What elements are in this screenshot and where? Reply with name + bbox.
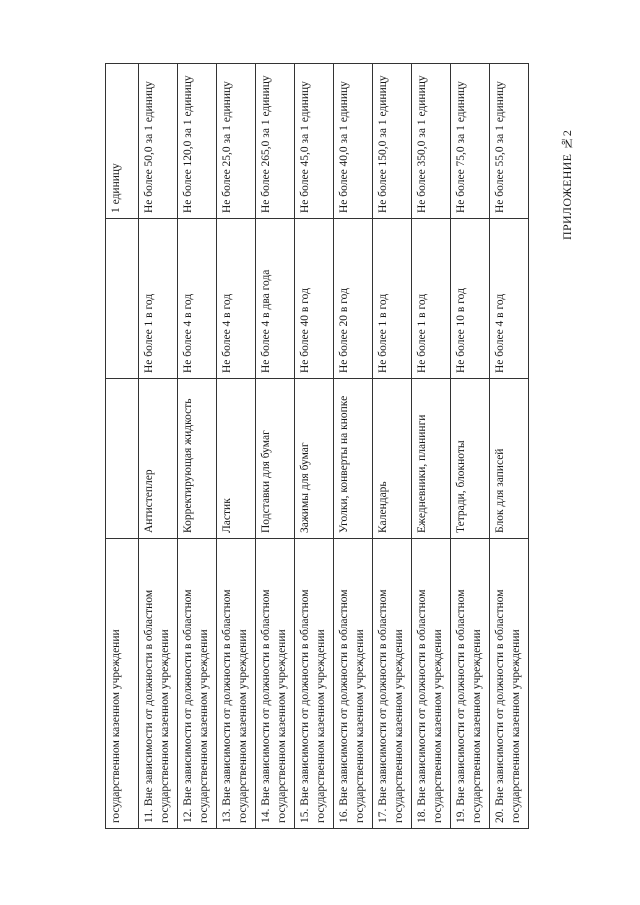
cell-price: Не более 150,0 за 1 единицу: [373, 64, 412, 219]
cell-position: 11. Вне зависимости от должности в областном государственном казенном учреждении: [139, 539, 178, 829]
cell-item: Тетради, блокноты: [451, 379, 490, 539]
cell-price: Не более 350,0 за 1 единицу: [412, 64, 451, 219]
table-row: [412, 64, 451, 829]
cell-position: 13. Вне зависимости от должности в областном государственном казенном учреждении: [217, 539, 256, 829]
cell-item: Подставки для бумаг: [256, 379, 295, 539]
cell-item: Уголки, конверты на кнопке: [334, 379, 373, 539]
cell-price: Не более 55,0 за 1 единицу: [490, 64, 529, 219]
cell-quantity: Не более 1 в год: [412, 219, 451, 379]
cell-item: [106, 379, 139, 539]
cell-position: 16. Вне зависимости от должности в областном государственном казенном учреждении: [334, 539, 373, 829]
table-row: [217, 64, 256, 829]
cell-quantity: Не более 4 в год: [490, 219, 529, 379]
cell-item: Ластик: [217, 379, 256, 539]
table-row: [178, 64, 217, 829]
cell-position: 12. Вне зависимости от должности в областном государственном казенном учреждении: [178, 539, 217, 829]
cell-price: Не более 50,0 за 1 единицу: [139, 64, 178, 219]
cell-quantity: Не более 1 в год: [139, 219, 178, 379]
table-row: [256, 64, 295, 829]
cell-price: Не более 25,0 за 1 единицу: [217, 64, 256, 219]
cell-position: 17. Вне зависимости от должности в областном государственном казенном учреждении: [373, 539, 412, 829]
cell-price: Не более 45,0 за 1 единицу: [295, 64, 334, 219]
table-row: [451, 64, 490, 829]
table-row: [334, 64, 373, 829]
cell-position: 15. Вне зависимости от должности в областном государственном казенном учреждении: [295, 539, 334, 829]
table-row: [139, 64, 178, 829]
cell-price: Не более 265,0 за 1 единицу: [256, 64, 295, 219]
cell-price: 1 единицу: [106, 64, 139, 219]
norms-table: [105, 63, 529, 829]
cell-price: Не более 75,0 за 1 единицу: [451, 64, 490, 219]
cell-item: Ежедневники, планинги: [412, 379, 451, 539]
cell-quantity: [106, 219, 139, 379]
table-body: [106, 64, 529, 829]
cell-item: Корректирующая жидкость: [178, 379, 217, 539]
table-row: [490, 64, 529, 829]
cell-item: Блок для записей: [490, 379, 529, 539]
cell-item: Антистеплер: [139, 379, 178, 539]
cell-item: Календарь: [373, 379, 412, 539]
cell-quantity: Не более 10 в год: [451, 219, 490, 379]
cell-quantity: Не более 40 в год: [295, 219, 334, 379]
table-rotator: [105, 64, 540, 829]
cell-quantity: Не более 4 в год: [217, 219, 256, 379]
appendix-title: ПРИЛОЖЕНИЕ №2: [560, 129, 574, 240]
table-row: [373, 64, 412, 829]
cell-position: 14. Вне зависимости от должности в областном государственном казенном учреждении: [256, 539, 295, 829]
table-row-continuation: [106, 64, 139, 829]
cell-position: 20. Вне зависимости от должности в областном государственном казенном учреждении: [490, 539, 529, 829]
cell-quantity: Не более 1 в год: [373, 219, 412, 379]
cell-quantity: Не более 4 в год: [178, 219, 217, 379]
cell-quantity: Не более 20 в год: [334, 219, 373, 379]
cell-position: 18. Вне зависимости от должности в областном государственном казенном учреждении: [412, 539, 451, 829]
cell-quantity: Не более 4 в два года: [256, 219, 295, 379]
cell-position: 19. Вне зависимости от должности в областном государственном казенном учреждении: [451, 539, 490, 829]
table-row: [295, 64, 334, 829]
cell-position: государственном казенном учреждении: [106, 539, 139, 829]
cell-price: Не более 40,0 за 1 единицу: [334, 64, 373, 219]
table-frame: [105, 64, 540, 829]
cell-price: Не более 120,0 за 1 единицу: [178, 64, 217, 219]
cell-item: Зажимы для бумаг: [295, 379, 334, 539]
